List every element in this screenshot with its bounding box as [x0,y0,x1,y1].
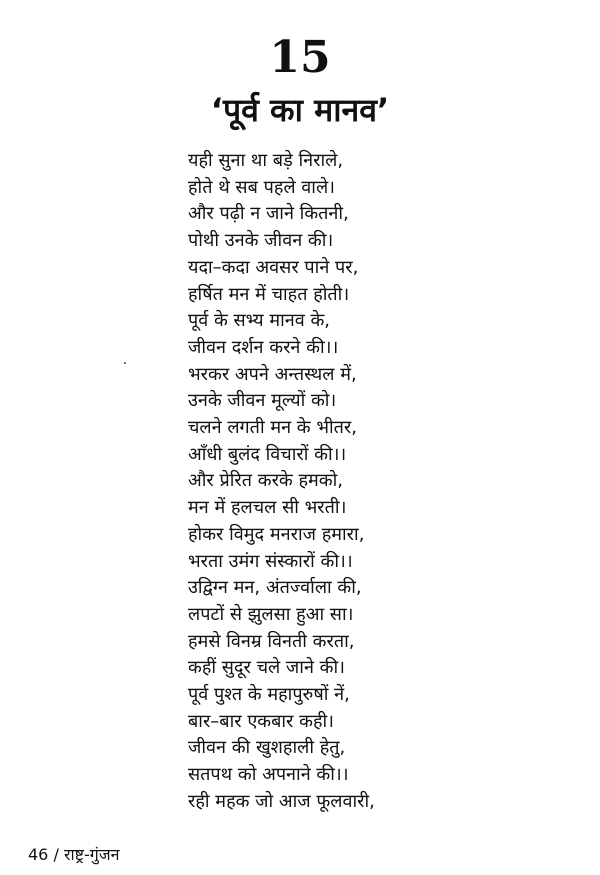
print-speck [124,362,126,364]
poem-line: जीवन की खुशहाली हेतु, [188,737,346,759]
poem-line: पूर्व के सभ्य मानव के, [188,310,331,332]
poem-line: हर्षित मन में चाहत होती। [188,283,350,305]
poem-line: लपटों से झुलसा हुआ सा। [188,603,354,625]
poem-line: होते थे सब पहले वाले। [188,176,335,198]
footer-separator: / [53,845,59,864]
poem-line: रही महक जो आज फूलवारी, [188,790,375,812]
page-footer [28,844,120,866]
poem-line: यही सुना था बड़े निराले, [188,150,344,171]
chapter-number: 15 [269,32,331,83]
poem-title: ‘पूर्व का मानव’ [210,91,390,129]
page-number: 46 [28,845,49,864]
poem-line: पोथी उनके जीवन की। [188,230,334,252]
poem-line: हमसे विनम्र विनती करता, [188,630,355,652]
poem-line: कहीं सुदूर चले जाने की। [188,657,345,679]
poem-line: होकर विमुद मनराज हमारा, [188,523,365,545]
poem-line: पूर्व पुश्त के महापुरुषों नें, [188,684,350,706]
poem-line: सतपथ को अपनाने की।। [188,764,349,786]
poem-line: आँधी बुलंद विचारों की।। [188,443,347,465]
poem-line: चलने लगती मन के भीतर, [188,417,358,439]
poem-line: उनके जीवन मूल्यों को। [188,390,337,412]
poem-line: भरता उमंग संस्कारों की।। [188,550,353,572]
poem-line: और पढ़ी न जाने कितनी, [188,203,349,225]
poem-line: जीवन दर्शन करने की।। [188,336,339,358]
poem-body [188,148,375,816]
poem-line: उद्विग्न मन, अंतर्ज्वाला की, [188,577,362,599]
poem-line: भरकर अपने अन्तस्थल में, [188,363,357,385]
poem-line: यदा–कदा अवसर पाने पर, [188,256,359,278]
poem-line: और प्रेरित करके हमको, [188,470,344,492]
poem-line: मन में हलचल सी भरती। [188,497,347,519]
poem-line: बार–बार एकबार कही। [188,710,334,732]
book-title: राष्ट्र-गुंजन [63,845,120,864]
